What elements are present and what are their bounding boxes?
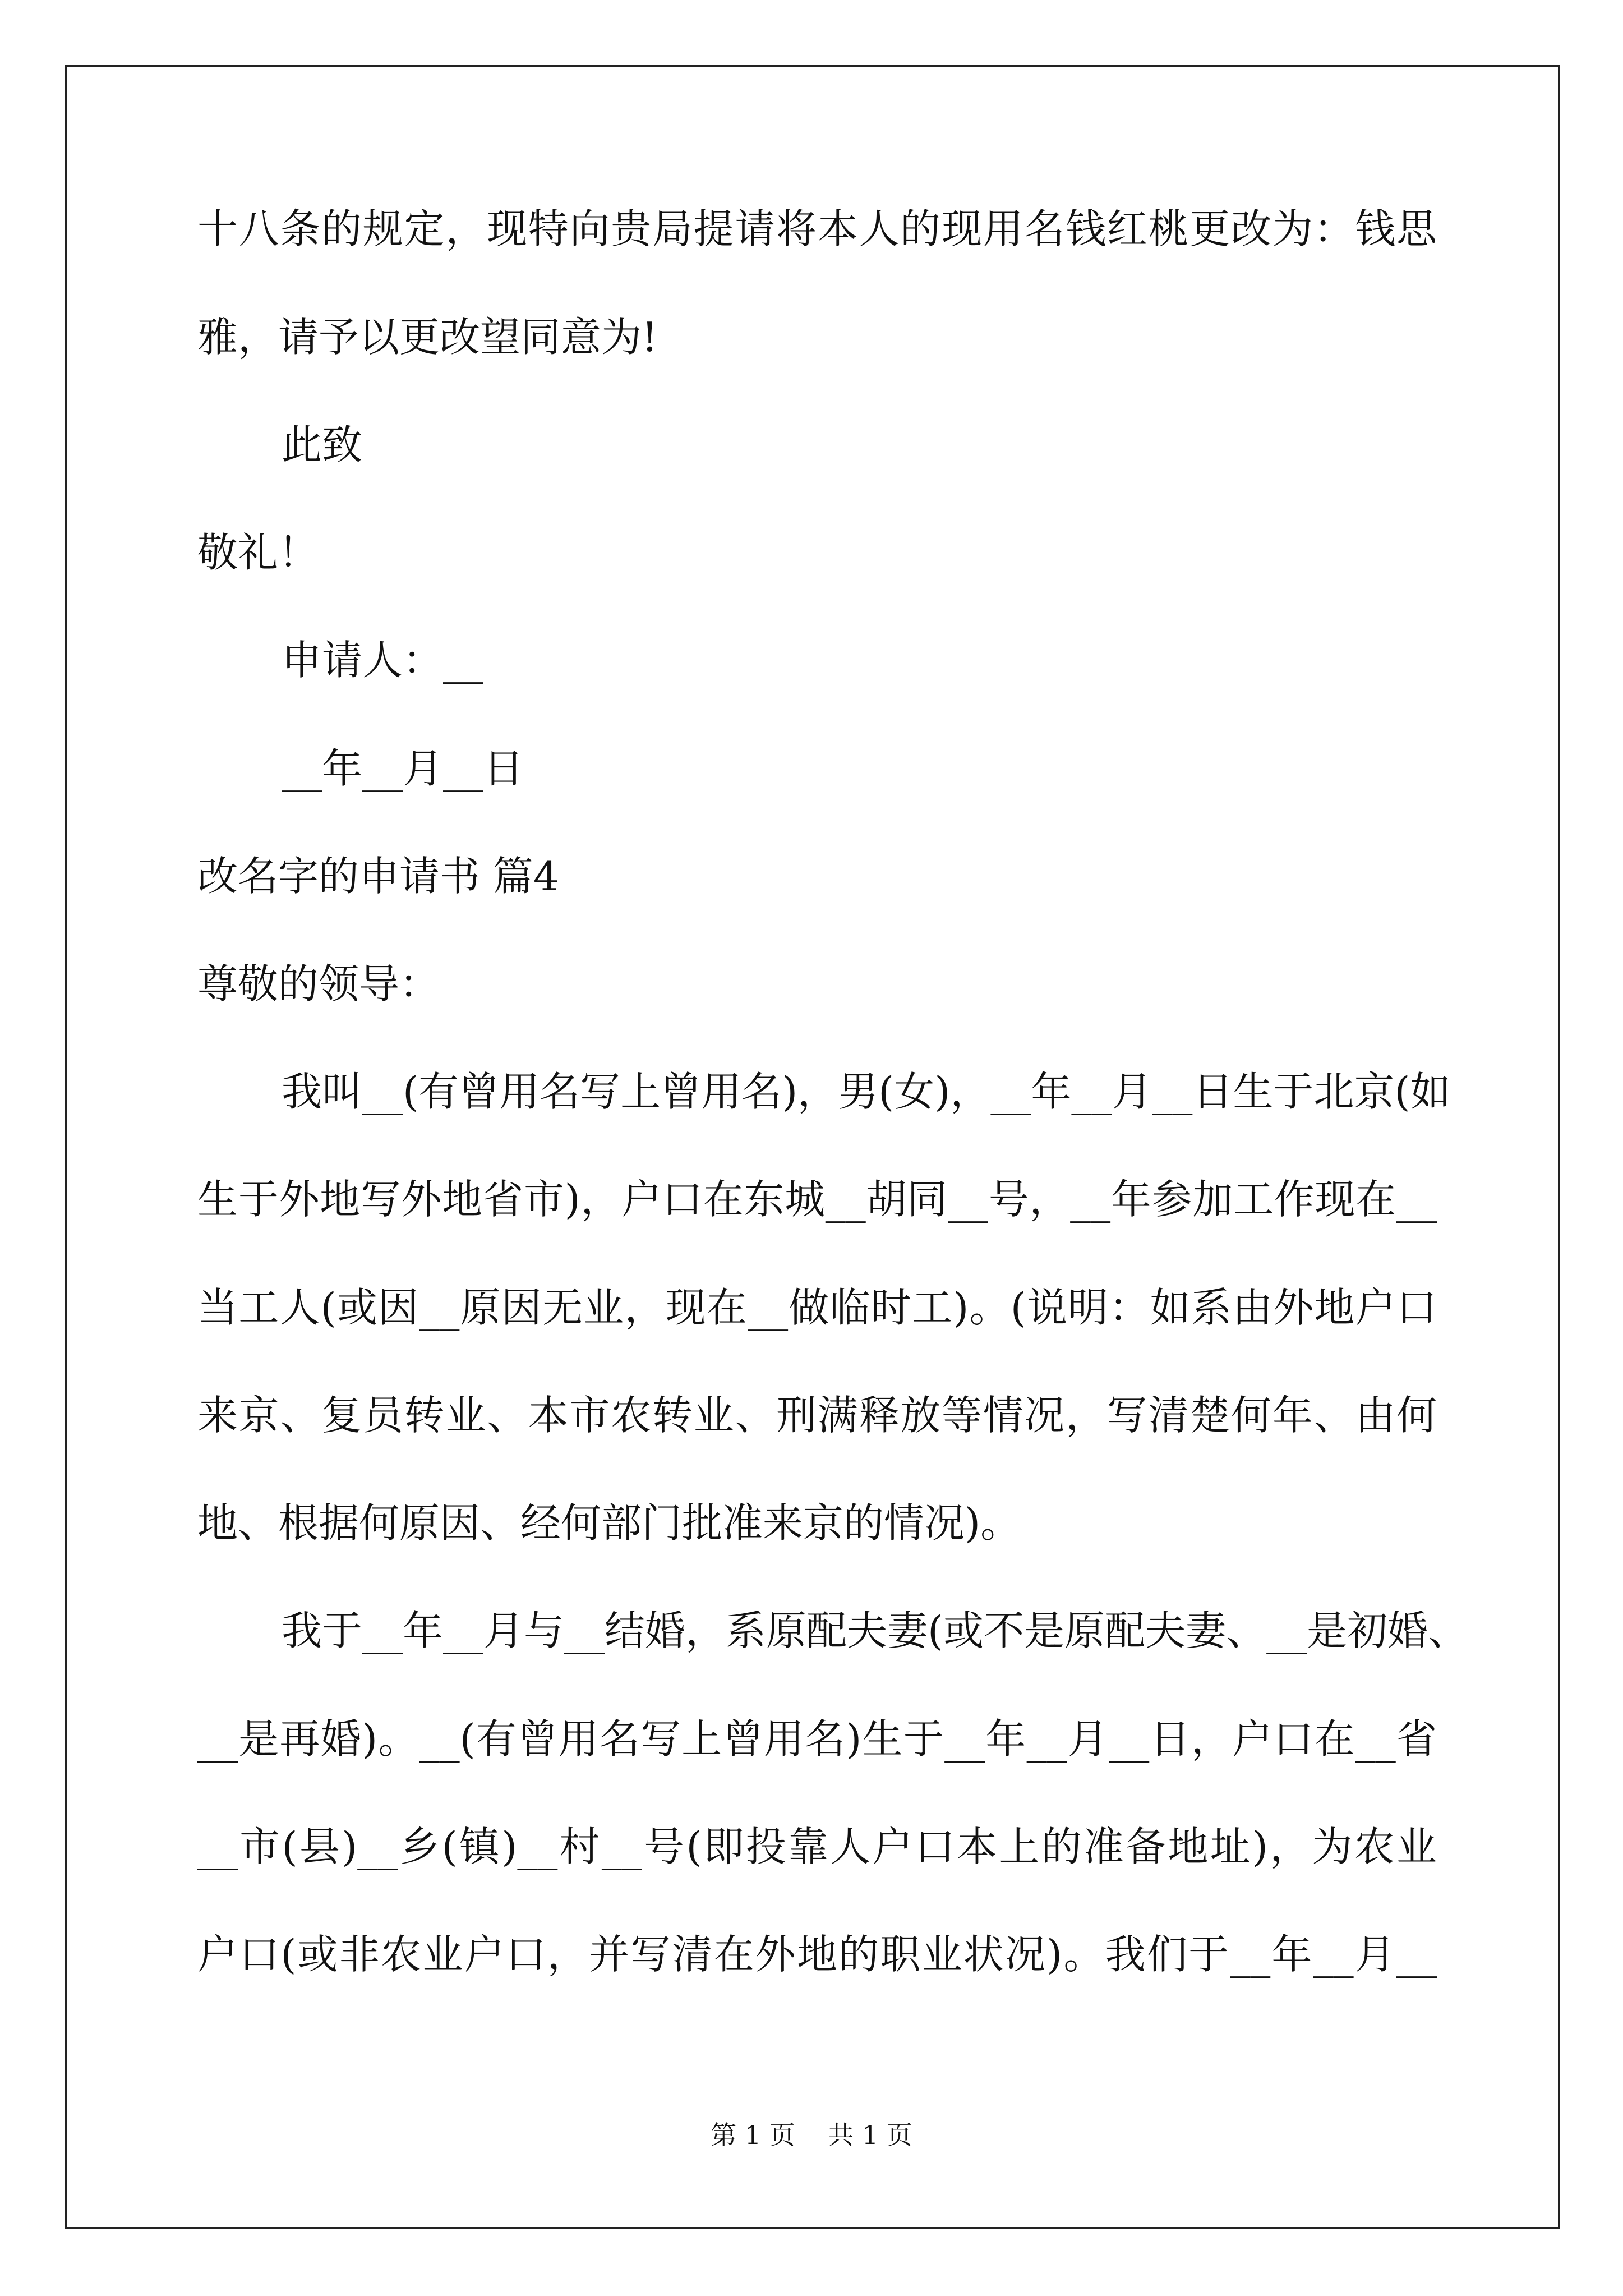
body-line: 地、根据何原因、经何部门批准来京的情况)。 — [197, 1499, 1021, 1547]
addressee-line: 尊敬的领导： — [197, 960, 440, 1007]
body-line: 雅，请予以更改望同意为! — [197, 314, 658, 361]
body-line: __市(县)__乡(镇)__村__号(即投靠人户口本上的准备地址)，为农业 — [197, 1823, 1437, 1870]
body-line: 我叫__(有曾用名写上曾用名)，男(女)，__年__月__日生于北京(如 — [282, 1068, 1451, 1115]
body-line: 户口(或非农业户口，并写清在外地的职业状况)。我们于__年__月__ — [197, 1931, 1437, 1978]
body-line: __是再婚)。__(有曾用名写上曾用名)生于__年__月__日，户口在__省 — [197, 1715, 1437, 1763]
body-line: 生于外地写外地省市)，户口在东城__胡同__号，__年参加工作现在__ — [197, 1176, 1437, 1223]
closing-line: 敬礼！ — [197, 529, 319, 576]
page-border — [65, 65, 1560, 2229]
section-heading: 改名字的申请书 篇4 — [197, 853, 559, 900]
body-line: 十八条的规定，现特向贵局提请将本人的现用名钱红桃更改为：钱思 — [197, 205, 1437, 252]
salutation-line: 此致 — [282, 421, 363, 468]
body-line: 当工人(或因__原因无业，现在__做临时工)。(说明：如系由外地户口 — [197, 1284, 1437, 1331]
body-line: 我于__年__月与__结婚，系原配夫妻(或不是原配夫妻、__是初婚、 — [282, 1607, 1469, 1654]
page-number-footer: 第 1 页 共 1 页 — [711, 2120, 912, 2150]
date-line: __年__月__日 — [282, 745, 524, 792]
applicant-line: 申请人：__ — [282, 637, 484, 684]
body-line: 来京、复员转业、本市农转业、刑满释放等情况，写清楚何年、由何 — [197, 1392, 1437, 1439]
